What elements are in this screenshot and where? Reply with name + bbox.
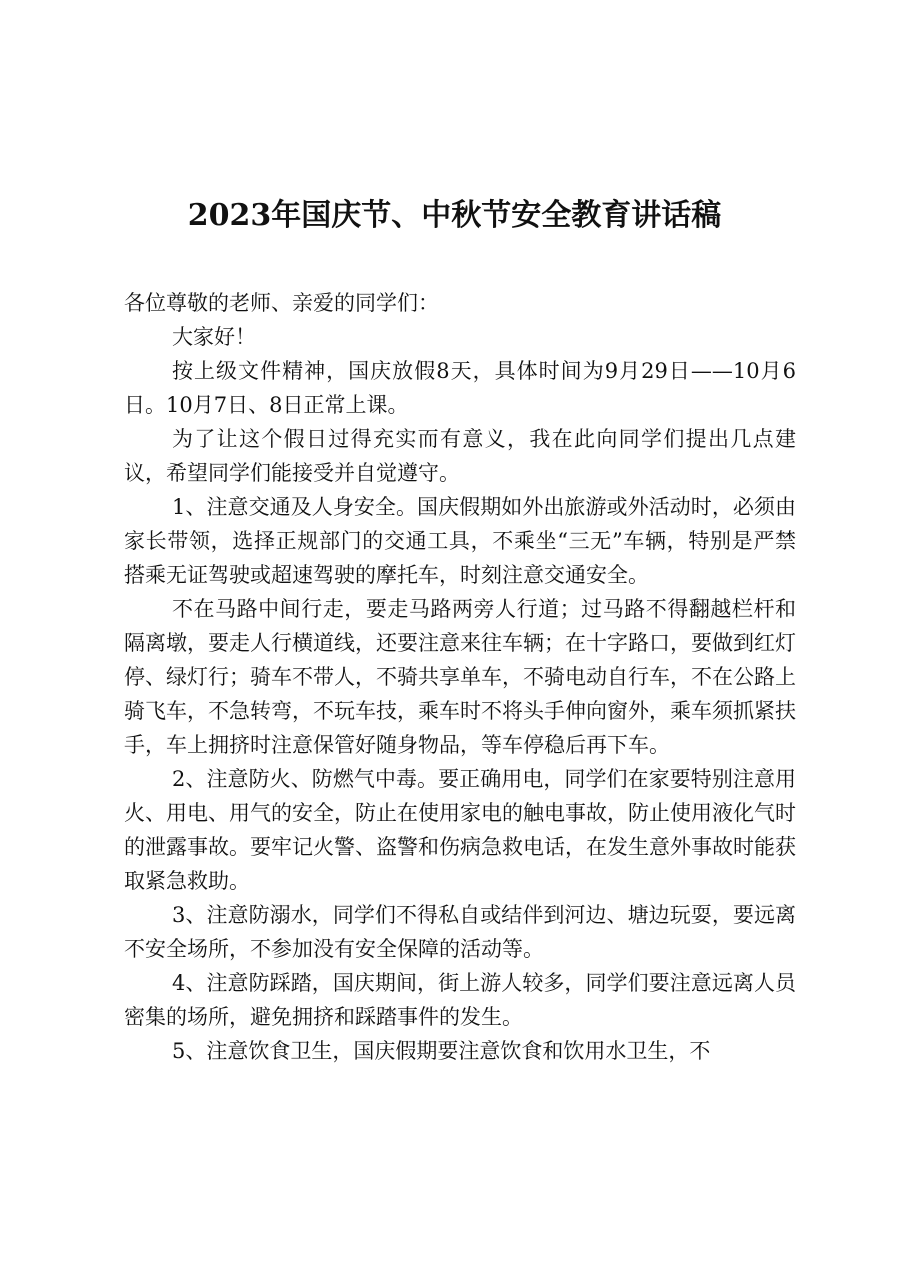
paragraph-greeting: 大家好！ <box>172 325 256 349</box>
document-body <box>124 286 796 1068</box>
paragraph-suggestions-intro: 为了让这个假日过得充实而有意义，我在此向同学们提出几点建议，希望同学们能接受并自觉遵守。 <box>124 427 796 485</box>
document-title: 2023年国庆节、中秋节安全教育讲话稿 <box>187 198 722 233</box>
salutation: 各位尊敬的老师、亲爱的同学们： <box>124 291 439 315</box>
paragraph-food-hygiene: 5、注意饮食卫生，国庆假期要注意饮食和饮用水卫生，不 <box>172 1039 711 1063</box>
paragraph-road-rules: 不在马路中间行走，要走马路两旁人行道；过马路不得翻越栏杆和隔离墩，要走人行横道线，还要注意来往车辆；在十字路口，要做到红灯停、绿灯行；骑车不带人，不骑共享单车，不骑电动自行车，不在公路上骑飞车，不急转弯，不玩车技，乘车时不将头手伸向窗外，乘车须抓紧扶手，车上拥挤时注意保管好随身物品，等车停稳后再下车。 <box>124 597 796 757</box>
paragraph-drowning-safety: 3、注意防溺水，同学们不得私自或结伴到河边、塘边玩耍，要远离不安全场所，不参加没有安全保障的活动等。 <box>124 903 796 961</box>
paragraph-holiday-schedule: 按上级文件精神，国庆放假8天，具体时间为9月29日——10月6日。10月7日、8日正常上课。 <box>124 359 796 417</box>
paragraph-fire-gas-safety: 2、注意防火、防燃气中毒。要正确用电，同学们在家要特别注意用火、用电、用气的安全，防止在使用家电的触电事故，防止使用液化气时的泄露事故。要牢记火警、盗警和伤病急救电话，在发生意外事故时能获取紧急救助。 <box>124 767 796 893</box>
paragraph-stampede-safety: 4、注意防踩踏，国庆期间，街上游人较多，同学们要注意远离人员密集的场所，避免拥挤和踩踏事件的发生。 <box>124 971 796 1029</box>
paragraph-traffic-safety: 1、注意交通及人身安全。国庆假期如外出旅游或外活动时，必须由家长带领，选择正规部门的交通工具，不乘坐“三无”车辆，特别是严禁搭乘无证驾驶或超速驾驶的摩托车，时刻注意交通安全。 <box>124 495 796 587</box>
